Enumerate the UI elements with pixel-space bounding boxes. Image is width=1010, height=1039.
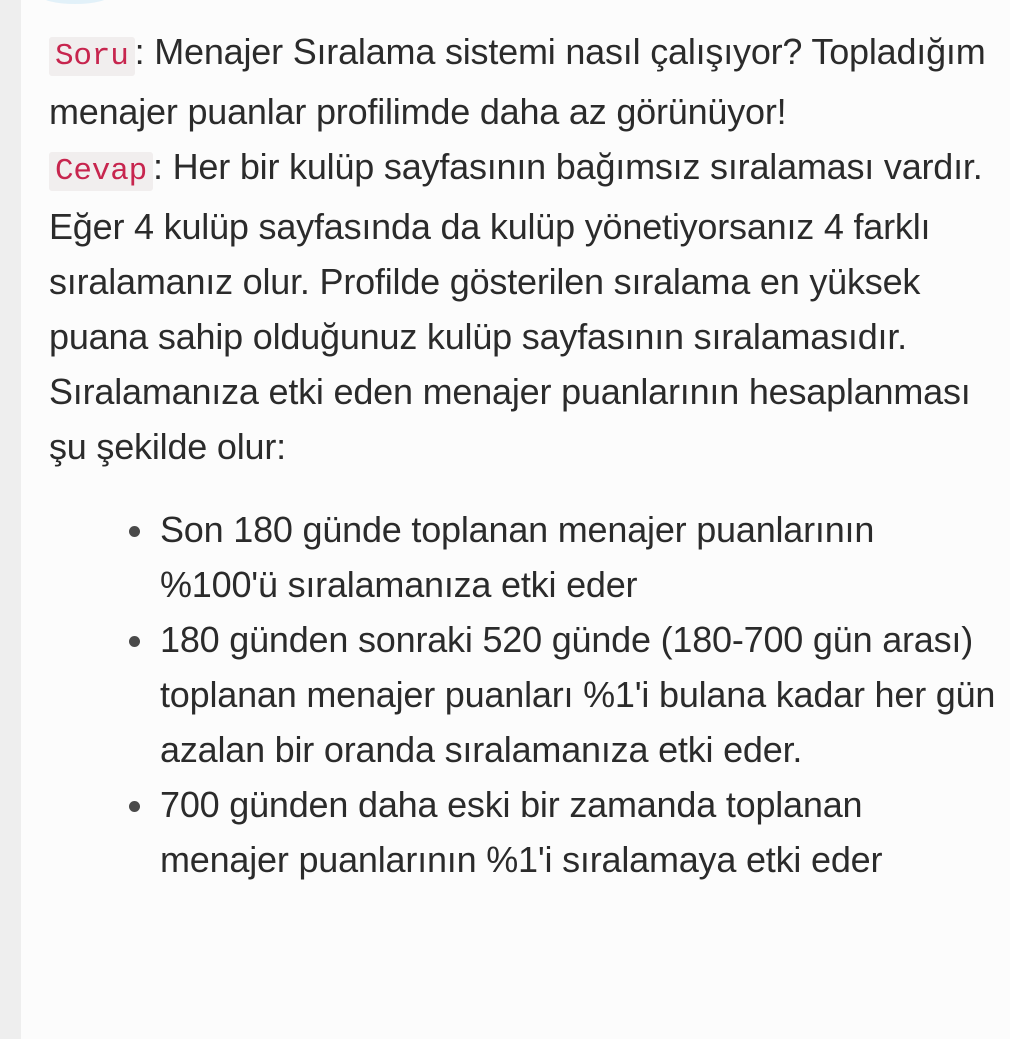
rule-text: 700 günden daha eski bir zamanda toplanan menajer puanlarının %1'i sıralamaya etki eder: [160, 784, 883, 880]
bullet-icon: [129, 636, 140, 647]
question-text: : Menajer Sıralama sistemi nasıl çalışıyor? Topladığım menajer puanlar profilimde daha az görünüyor!: [49, 31, 986, 132]
rules-list: [49, 502, 999, 887]
answer-label: Cevap: [49, 152, 153, 191]
top-avatar-edge: [40, 0, 110, 4]
answer-text: : Her bir kulüp sayfasının bağımsız sıralaması vardır. Eğer 4 kulüp sayfasında da kulüp yönetiyorsanız 4 farklı sıralamanız olur. Profilde gösterilen sıralama en yüksek puana sahip olduğunuz kulüp sayfasının sıralamasıdır. Sıralamanıza etki eden menajer puanlarının hesaplanması şu şekilde olur:: [49, 146, 983, 467]
bullet-icon: [129, 801, 140, 812]
bullet-icon: [129, 526, 140, 537]
list-item: [160, 612, 999, 777]
list-item: [160, 502, 999, 612]
list-item: [160, 777, 999, 887]
answer-paragraph: [49, 139, 999, 474]
rule-text: Son 180 günde toplanan menajer puanlarının %100'ü sıralamanıza etki eder: [160, 509, 875, 605]
left-margin-rail: [0, 0, 21, 1039]
rule-text: 180 günden sonraki 520 günde (180-700 gün arası) toplanan menajer puanları %1'i bulana kadar her gün azalan bir oranda sıralamanıza etki eder.: [160, 619, 996, 770]
question-paragraph: [49, 24, 999, 139]
question-label: Soru: [49, 37, 135, 76]
faq-content: [49, 24, 999, 887]
